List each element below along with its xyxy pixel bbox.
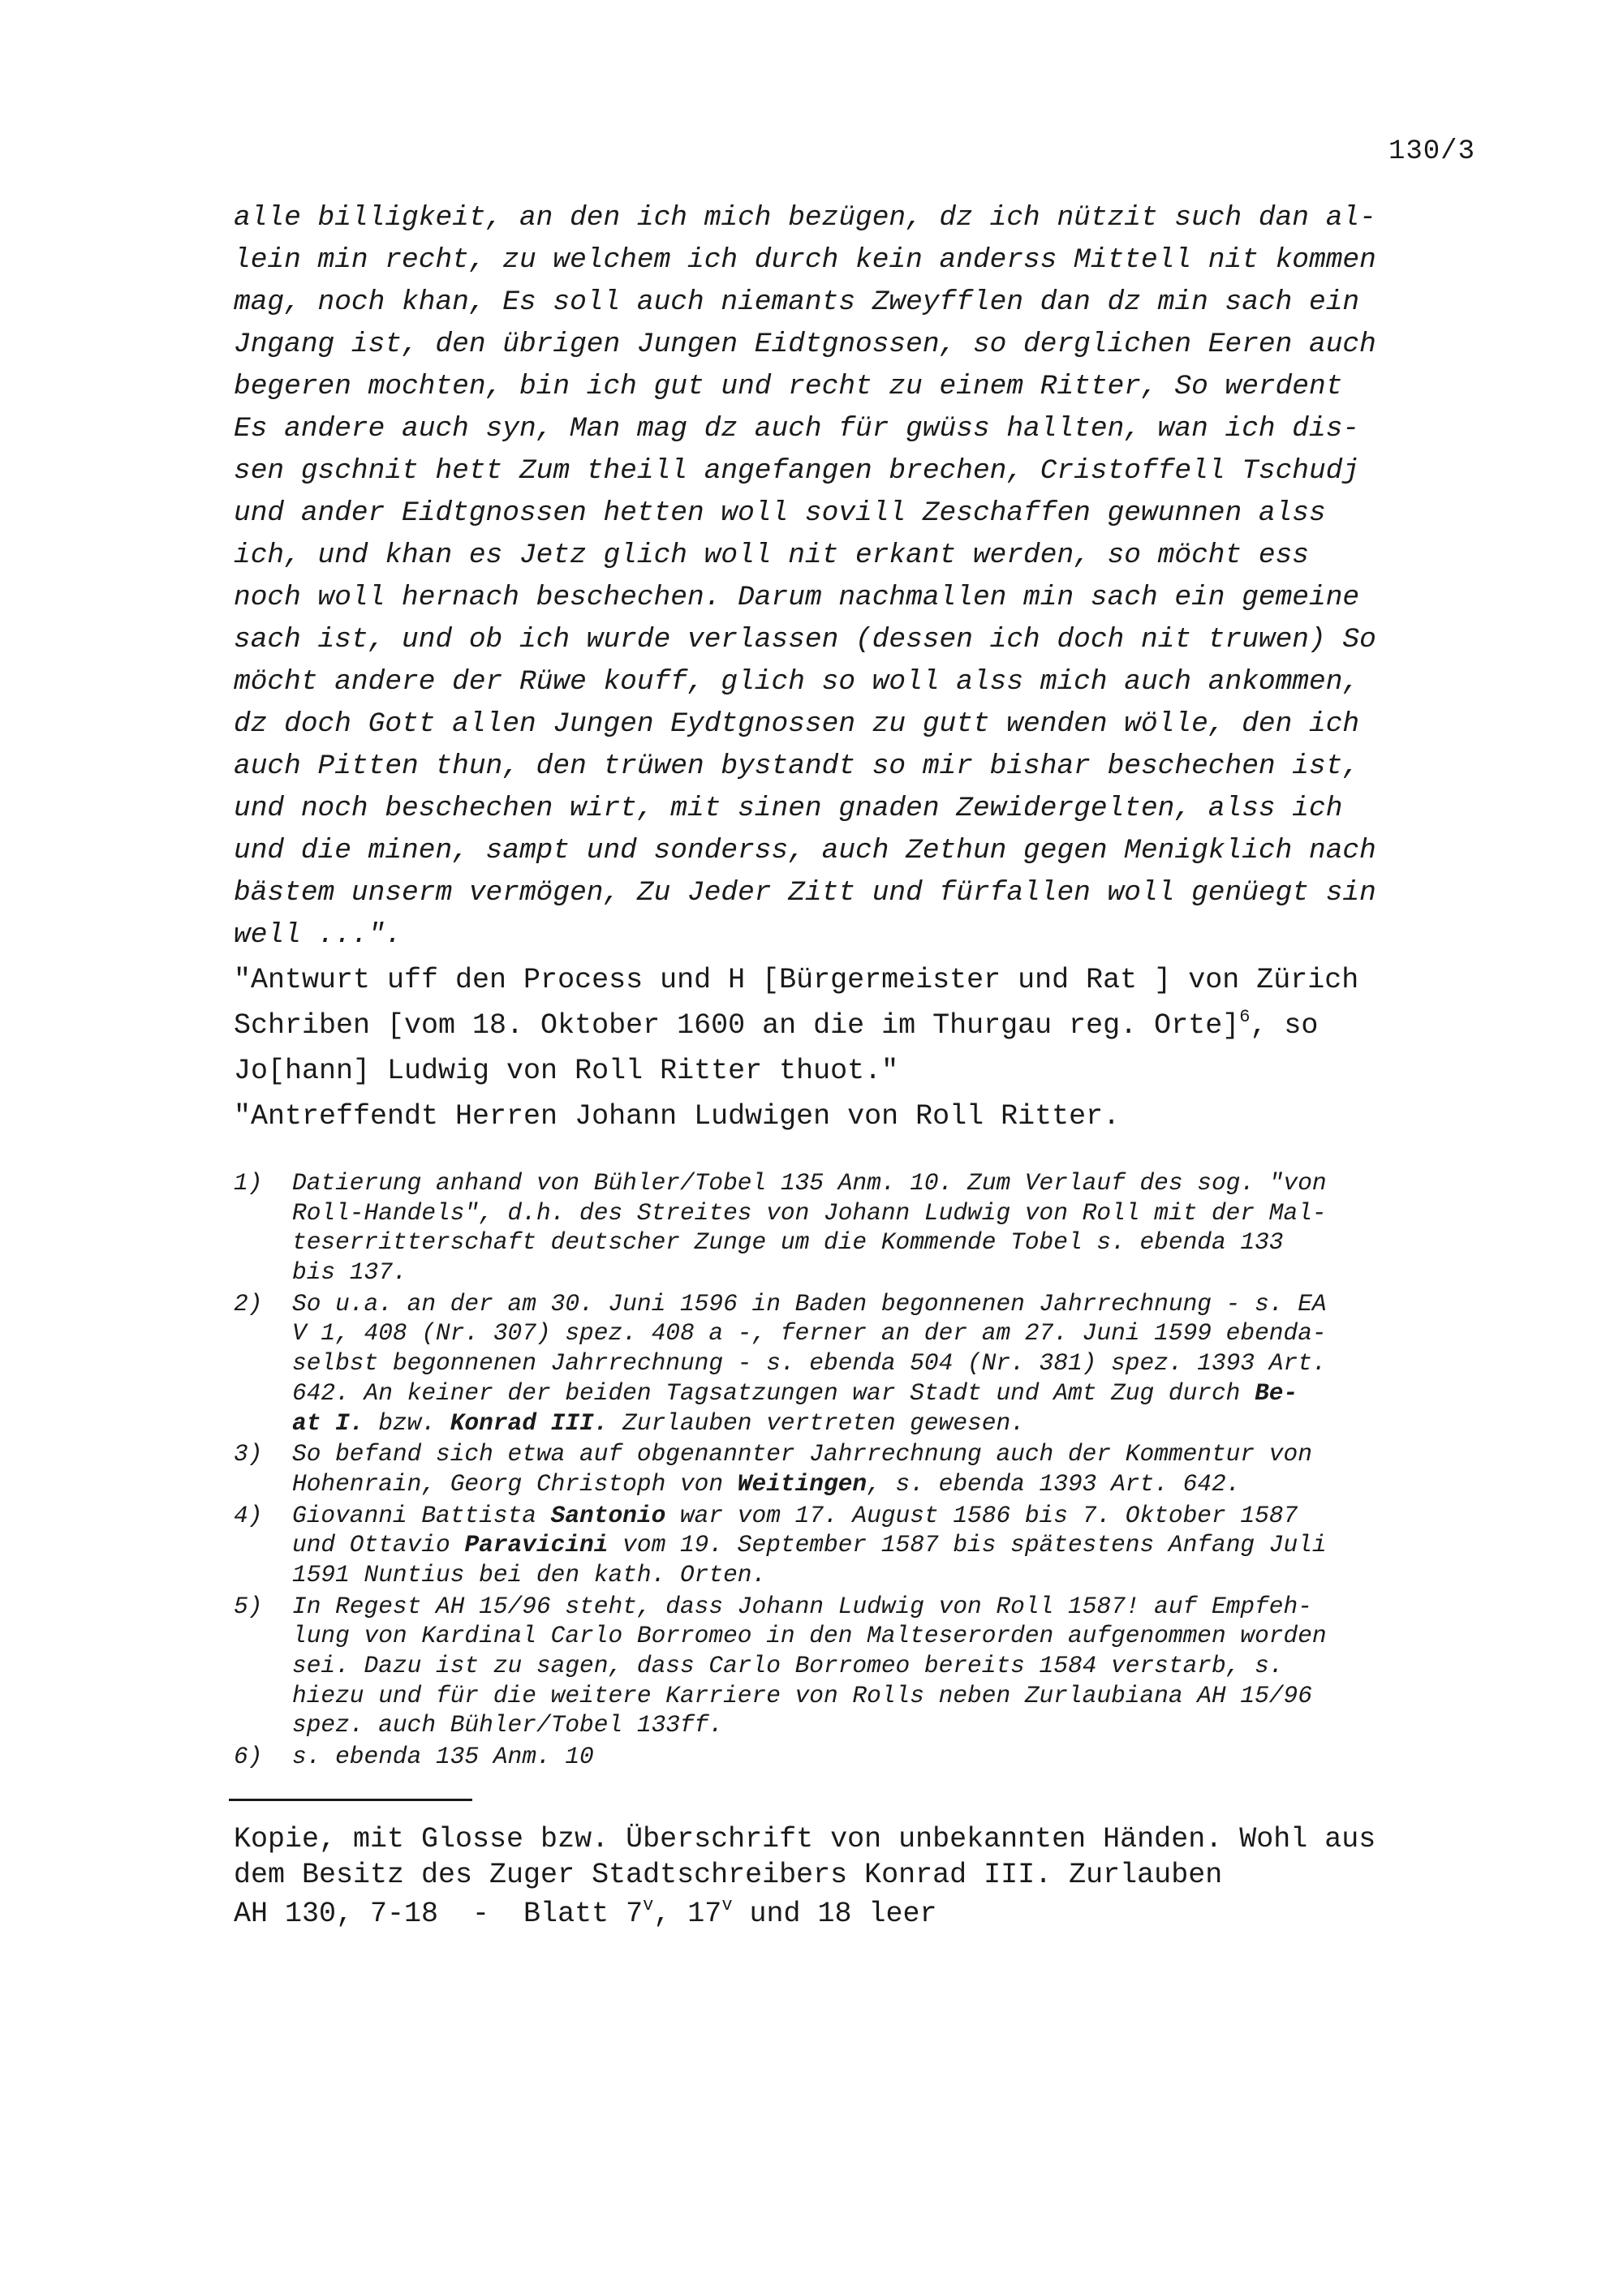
footnote-6 <box>234 1742 1500 1772</box>
footnote-line: selbst begonnenen Jahrrechnung - s. ebenda 504 (Nr. 381) spez. 1393 Art. <box>292 1349 1327 1378</box>
footnote-bold: at I. <box>292 1408 364 1437</box>
footnote-4 <box>234 1501 1500 1590</box>
footnote-2 <box>234 1289 1500 1438</box>
quote-line: ich, und khan es Jetz glich woll nit erkant werden, so möcht ess <box>234 540 1310 571</box>
quote-line: alle billigkeit, an den ich mich bezügen, dz ich nützit such dan al- <box>234 202 1376 234</box>
quote-line: bästem unserm vermögen, Zu Jeder Zitt und fürfallen woll genüegt sin <box>234 877 1376 909</box>
footnote-line: 1591 Nuntius bei den kath. Orten. <box>292 1560 767 1589</box>
footnote-number: 2) <box>234 1289 263 1318</box>
footnote-line: bis 137. <box>292 1258 407 1287</box>
footnote-bold: Paravicini <box>464 1531 609 1559</box>
quote-block <box>234 197 1483 957</box>
quote-line: und die minen, sampt und sonderss, auch Zethun gegen Menigklich nach <box>234 835 1376 866</box>
quote-line: und ander Eidtgnossen hetten woll sovill Zeschaffen gewunnen alss <box>234 497 1326 529</box>
title-block <box>234 957 1500 1139</box>
footnote-number: 3) <box>234 1440 263 1468</box>
quote-line: well ...". <box>234 919 403 951</box>
footnote-line: Roll-Handels", d.h. des Streites von Johann Ludwig von Roll mit der Mal- <box>292 1198 1327 1227</box>
title-line-3: Jo[hann] Ludwig von Roll Ritter thuot." <box>234 1055 899 1087</box>
footnote-number: 4) <box>234 1501 263 1529</box>
footnote-line: In Regest AH 15/96 steht, dass Johann Ludwig von Roll 1587! auf Empfeh- <box>292 1592 1312 1620</box>
verso-mark: v <box>643 1895 654 1915</box>
quote-line: und noch beschechen wirt, mit sinen gnaden Zewidergelten, alss ich <box>234 793 1343 824</box>
footnote-text: Giovanni Battista <box>292 1501 551 1529</box>
source-text: , 17 <box>653 1898 722 1930</box>
quote-line: dz doch Gott allen Jungen Eydtgnossen zu gutt wenden wölle, den ich <box>234 708 1360 740</box>
quote-line: sach ist, und ob ich wurde verlassen (dessen ich doch nit truwen) So <box>234 624 1376 656</box>
footnote-line: sei. Dazu ist zu sagen, dass Carlo Borromeo bereits 1584 verstarb, s. <box>292 1652 1284 1679</box>
footnote-line <box>292 1378 1500 1408</box>
footnote-line: spez. auch Bühler/Tobel 133ff. <box>292 1711 724 1739</box>
footnote-bold: Santonio <box>550 1501 666 1529</box>
footnote-5 <box>234 1592 1500 1740</box>
footnote-line: teserritterschaft deutscher Zunge um die Kommende Tobel s. ebenda 133 <box>292 1228 1284 1257</box>
footnote-line <box>292 1469 1500 1499</box>
footnote-bold: Weitingen <box>737 1469 867 1498</box>
quote-line: begeren mochten, bin ich gut und recht zu einem Ritter, So werdent <box>234 371 1343 402</box>
footnote-bold: Be- <box>1255 1378 1298 1407</box>
quote-line: auch Pitten thun, den trüwen bystandt so mir bishar beschechen ist, <box>234 750 1360 782</box>
footnote-text: vom 19. September 1587 bis spätestens Anfang Juli <box>608 1531 1327 1559</box>
quote-line: möcht andere der Rüwe kouff, glich so woll alss mich auch ankommen, <box>234 666 1360 698</box>
footnote-line: Datierung anhand von Bühler/Tobel 135 Anm. 10. Zum Verlauf des sog. "von <box>292 1169 1327 1197</box>
footnote-text: 642. An keiner der beiden Tagsatzungen war Stadt und Amt Zug durch <box>292 1378 1255 1407</box>
source-text: und 18 leer <box>732 1898 937 1930</box>
quote-line: lein min recht, zu welchem ich durch kein anderss Mittell nit kommen <box>234 244 1376 276</box>
footnote-bold: Konrad III. <box>450 1408 609 1437</box>
source-text: AH 130, 7-18 - Blatt 7 <box>234 1898 644 1930</box>
footnote-line: V 1, 408 (Nr. 307) spez. 408 a -, ferner an der am 27. Juni 1599 ebenda- <box>292 1319 1327 1348</box>
title-line-1: "Antwurt uff den Process und H [Bürgermeister und Rat ] von Zürich <box>234 964 1359 996</box>
quote-line: Es andere auch syn, Man mag dz auch für gwüss hallten, wan ich dis- <box>234 413 1360 445</box>
quote-line: mag, noch khan, Es soll auch niemants Zweyfflen dan dz min sach ein <box>234 286 1360 318</box>
quote-line: Jngang ist, den übrigen Jungen Eidtgnossen, so derglichen Eeren auch <box>234 329 1376 360</box>
footnote-3 <box>234 1439 1500 1498</box>
footnote-line: So befand sich etwa auf obgenannter Jahrrechnung auch der Kommentur von <box>292 1440 1312 1468</box>
verso-mark: v <box>721 1895 733 1915</box>
title-line-2-text: Schriben [vom 18. Oktober 1600 an die im Thurgau reg. Orte] <box>234 1009 1240 1042</box>
source-note <box>234 1821 1500 1932</box>
footnote-line: So u.a. an der am 30. Juni 1596 in Baden begonnenen Jahrrechnung - s. EA <box>292 1289 1327 1318</box>
footnote-text: und Ottavio <box>292 1531 465 1559</box>
footnote-line: hiezu und für die weitere Karriere von Rolls neben Zurlaubiana AH 15/96 <box>292 1681 1312 1709</box>
footnote-text: bzw. <box>364 1408 450 1437</box>
footnote-line <box>292 1530 1500 1560</box>
footnote-line: s. ebenda 135 Anm. 10 <box>292 1743 594 1771</box>
footnote-number: 6) <box>234 1743 263 1771</box>
footnotes <box>234 1168 1500 1774</box>
title-line-2-tail: , so <box>1250 1009 1319 1042</box>
footnote-ref-6: 6 <box>1239 1007 1251 1027</box>
title-line-4: "Antreffendt Herren Johann Ludwigen von Roll Ritter. <box>234 1100 1121 1133</box>
footnote-text: , s. ebenda 1393 Art. 642. <box>867 1469 1241 1498</box>
divider-rule <box>229 1799 472 1801</box>
title-line-2 <box>234 1003 1500 1048</box>
footnote-number: 1) <box>234 1169 263 1197</box>
footnote-1 <box>234 1168 1500 1288</box>
quote-line: sen gschnit hett Zum theill angefangen brechen, Cristoffell Tschudj <box>234 455 1360 487</box>
footnote-line <box>292 1501 1500 1531</box>
source-line-3 <box>234 1896 1500 1932</box>
quote-line: noch woll hernach beschechen. Darum nachmallen min sach ein gemeine <box>234 582 1360 613</box>
footnote-text: Hohenrain, Georg Christoph von <box>292 1469 738 1498</box>
footnote-line: lung von Kardinal Carlo Borromeo in den Malteserorden aufgenommen worden <box>292 1622 1327 1650</box>
footnote-text: Zurlauben vertreten gewesen. <box>608 1408 1025 1437</box>
footnote-line <box>292 1408 1500 1438</box>
source-line-2: dem Besitz des Zuger Stadtschreibers Konrad III. Zurlauben <box>234 1859 1223 1891</box>
page-number: 130/3 <box>1388 136 1475 167</box>
source-line-1: Kopie, mit Glosse bzw. Überschrift von unbekannten Händen. Wohl aus <box>234 1823 1376 1855</box>
footnote-text: war vom 17. August 1586 bis 7. Oktober 1587 <box>665 1501 1298 1529</box>
footnote-number: 5) <box>234 1592 263 1620</box>
